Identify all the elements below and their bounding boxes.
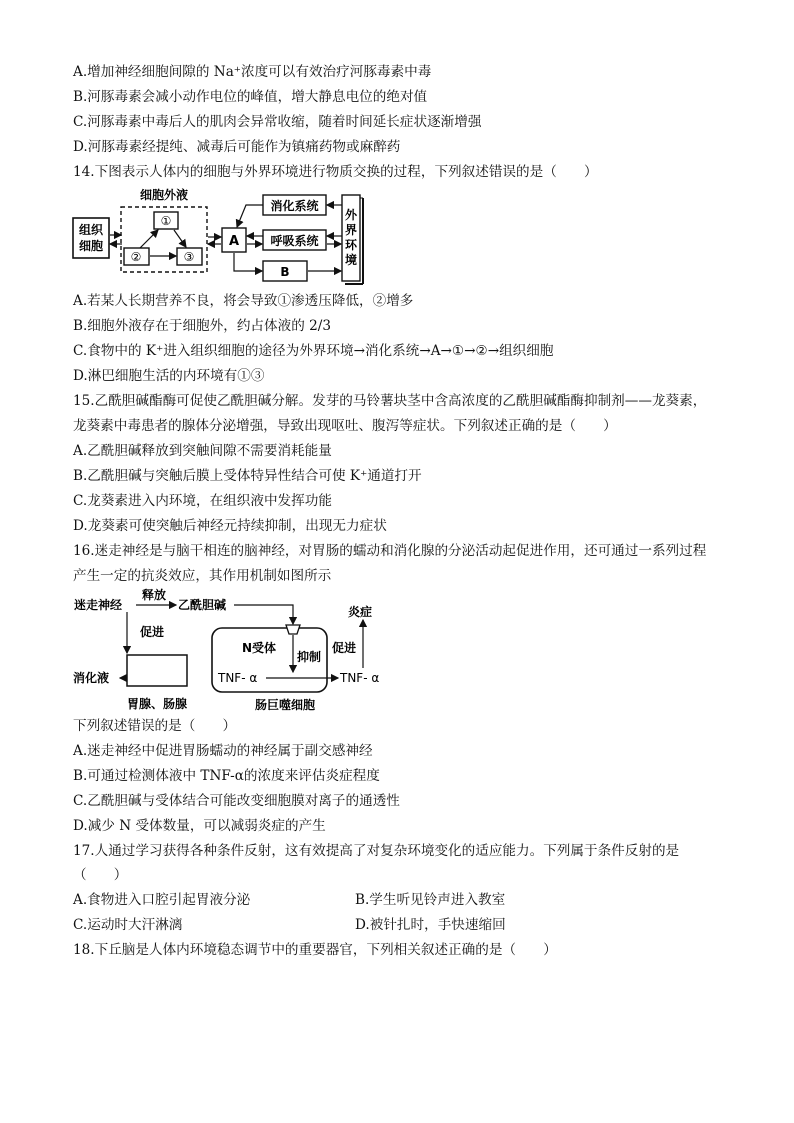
external-env-label-1: 外 bbox=[344, 208, 358, 222]
q15-option-d: D.龙葵素可使突触后神经元持续抑制，出现无力症状 bbox=[73, 518, 387, 534]
n-receptor-shape bbox=[286, 625, 300, 634]
arrow-a-to-b bbox=[234, 253, 262, 271]
inhibit-label: 抑制 bbox=[297, 650, 322, 664]
arrow-2-to-1 bbox=[140, 230, 158, 248]
digestive-system-label: 消化系统 bbox=[270, 199, 319, 213]
tnf-outer-label: TNF- α bbox=[340, 671, 380, 685]
q15-option-a: A.乙酰胆碱释放到突触间隙不需要消耗能量 bbox=[73, 443, 332, 459]
arrow-digestive-to-a bbox=[237, 205, 263, 227]
box-1-label: ① bbox=[160, 214, 172, 228]
box-a-label: A bbox=[228, 234, 240, 249]
promote-left-label: 促进 bbox=[140, 625, 165, 639]
q16-stem-line-1: 16.迷走神经是与脑干相连的脑神经，对胃肠的蠕动和消化腺的分泌活动起促进作用，还可通过一系列过程 bbox=[73, 543, 707, 559]
q13-option-c: C.河豚毒素中毒后人的肌肉会异常收缩，随着时间延长症状逐渐增强 bbox=[73, 114, 482, 130]
inflammation-label: 炎症 bbox=[348, 605, 373, 619]
tnf-inner-label: TNF- α bbox=[218, 671, 258, 685]
q15-stem-line-2: 龙葵素中毒患者的腺体分泌增强，导致出现呕吐、腹泻等症状。下列叙述正确的是（ ） bbox=[73, 418, 617, 434]
promote-right-label: 促进 bbox=[332, 641, 357, 655]
arrow-ach-to-receptor bbox=[234, 605, 293, 624]
q14-option-c: C.食物中的 K⁺进入组织细胞的途径为外界环境→消化系统→A→①→②→组织细胞 bbox=[73, 343, 554, 359]
box-b-label: B bbox=[280, 265, 290, 279]
arrow-1-to-3 bbox=[174, 230, 186, 247]
q16-option-d: D.减少 N 受体数量，可以减弱炎症的产生 bbox=[73, 818, 326, 834]
q17-option-d: D.被针扎时，手快速缩回 bbox=[355, 917, 506, 933]
q16-substem: 下列叙述错误的是（ ） bbox=[73, 718, 237, 734]
q18-stem: 18.下丘脑是人体内环境稳态调节中的重要器官，下列相关叙述正确的是（ ） bbox=[73, 942, 557, 958]
external-env-label-4: 境 bbox=[344, 253, 358, 267]
q16-stem-line-2: 产生一定的抗炎效应，其作用机制如图所示 bbox=[73, 568, 332, 584]
q14-stem: 14.下图表示人体内的细胞与外界环境进行物质交换的过程，下列叙述错误的是（ ） bbox=[73, 164, 598, 180]
ecf-label: 细胞外液 bbox=[139, 188, 189, 202]
external-env-label-3: 环 bbox=[344, 238, 358, 252]
q15-stem-line-1: 15.乙酰胆碱酯酶可促使乙酰胆碱分解。发芽的马铃薯块茎中含高浓度的乙酰胆碱酯酶抑制剂——龙葵素， bbox=[73, 393, 707, 409]
vagus-nerve-label: 迷走神经 bbox=[74, 598, 123, 612]
gland-label: 胃腺、肠腺 bbox=[126, 697, 188, 711]
q14-option-d: D.淋巴细胞生活的内环境有①③ bbox=[73, 368, 265, 384]
q16-diagram bbox=[70, 588, 390, 718]
q17-option-c: C.运动时大汗淋漓 bbox=[73, 917, 183, 933]
q17-stem: 17.人通过学习获得各种条件反射，这有效提高了对复杂环境变化的适应能力。下列属于条件反射的是 bbox=[73, 843, 680, 859]
q15-option-c: C.龙葵素进入内环境，在组织液中发挥功能 bbox=[73, 493, 332, 509]
macrophage-label: 肠巨噬细胞 bbox=[255, 698, 316, 712]
box-2-label: ② bbox=[130, 250, 142, 264]
q16-option-c: C.乙酰胆碱与受体结合可能改变细胞膜对离子的通透性 bbox=[73, 793, 400, 809]
release-label: 释放 bbox=[141, 588, 167, 602]
external-env-label-2: 界 bbox=[344, 223, 358, 237]
q13-option-d: D.河豚毒素经提纯、减毒后可能作为镇痛药物或麻醉药 bbox=[73, 139, 401, 155]
q17-option-b: B.学生听见铃声进入教室 bbox=[355, 892, 506, 908]
q17-answer-paren: （ ） bbox=[73, 867, 128, 883]
q17-option-a: A.食物进入口腔引起胃液分泌 bbox=[73, 892, 251, 908]
q14-option-a: A.若某人长期营养不良，将会导致①渗透压降低，②增多 bbox=[73, 293, 414, 309]
respiratory-system-label: 呼吸系统 bbox=[270, 234, 319, 248]
q15-option-b: B.乙酰胆碱与突触后膜上受体特异性结合可使 K⁺通道打开 bbox=[73, 468, 422, 484]
q16-option-b: B.可通过检测体液中 TNF-α的浓度来评估炎症程度 bbox=[73, 768, 380, 784]
tissue-cell-label-2: 细胞 bbox=[78, 239, 104, 253]
digestive-juice-label: 消化液 bbox=[73, 671, 110, 685]
acetylcholine-label: 乙酰胆碱 bbox=[178, 598, 227, 612]
q13-option-b: B.河豚毒素会减小动作电位的峰值，增大静息电位的绝对值 bbox=[73, 89, 428, 105]
tissue-cell-label-1: 组织 bbox=[78, 223, 104, 237]
q13-option-a: A.增加神经细胞间隙的 Na⁺浓度可以有效治疗河豚毒素中毒 bbox=[73, 64, 432, 80]
box-3-label: ③ bbox=[183, 250, 195, 264]
n-receptor-label: N受体 bbox=[242, 641, 277, 655]
q14-diagram bbox=[70, 186, 370, 286]
gland-box bbox=[127, 655, 187, 686]
q14-option-b: B.细胞外液存在于细胞外，约占体液的 2/3 bbox=[73, 318, 332, 334]
q16-option-a: A.迷走神经中促进胃肠蠕动的神经属于副交感神经 bbox=[73, 743, 373, 759]
